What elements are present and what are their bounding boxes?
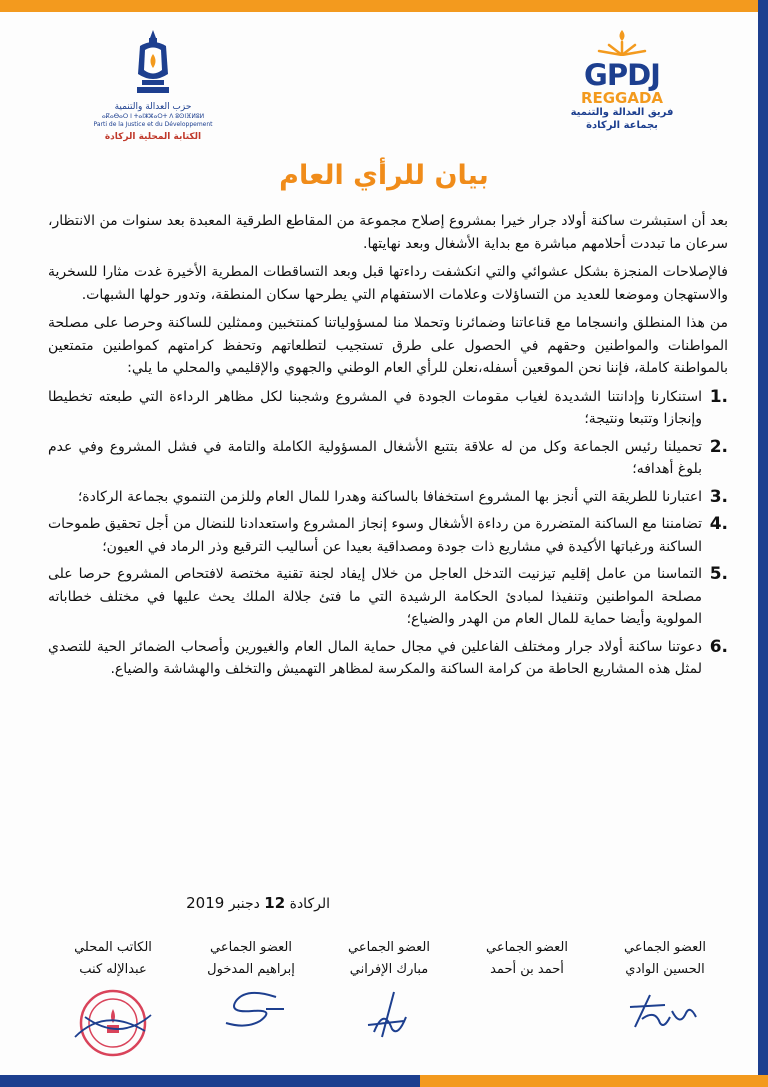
handwritten-signature	[620, 987, 710, 1037]
handwritten-signature	[206, 987, 296, 1032]
group-city: REGGADA	[580, 89, 664, 107]
flame-sun-icon	[587, 28, 657, 56]
date-city: الركادة	[289, 896, 330, 912]
item-number: 6.	[709, 636, 728, 657]
handwritten-signature	[354, 987, 424, 1042]
list-item	[48, 486, 728, 509]
item-number: 5.	[709, 564, 728, 584]
local-secretariat: الكتابة المحلية الركادة	[104, 132, 202, 142]
item-number: 1.	[709, 386, 728, 407]
item-text: التماسنا من عامل إقليم تيزنيت التدخل العاجل من خلال إيفاد لجنة تقنية مختصة لافتحاص المشروع حرصا على مصلحة المواطنين وتنفيذا لمبادئ الحكامة الرشيدة التي ما فتئ جلالة الملك يحث عليها في مختلف خطاباته المولوية وأيضا حماية للمال العام من الهدر والضياع؛	[48, 566, 702, 627]
item-number: 4.	[709, 514, 728, 534]
signatory-role: الكاتب المحلي	[74, 940, 152, 955]
group-name-line2: بجماعة الركادة	[586, 120, 658, 131]
demands-list	[48, 386, 728, 681]
item-text: تضامننا مع الساكنة المتضررة من رداءة الأشغال وسوء إنجاز المشروع واستعدادنا للنضال من أجل تحقيق طموحات الساكنة ورغباتها الأكيدة في مشاريع ذات جودة ومصداقية بعيدا عن أساليب الترقيع وذر الرماد في العيون؛	[48, 516, 702, 555]
item-text: استنكارنا وإدانتنا الشديدة لغياب مقومات الجودة في المشروع وشجبنا لكل مظاهر الرداءة التي طبعته تخطيطا وإنجازا وتتبعا ونتيجة؛	[48, 388, 702, 427]
signatory-role: العضو الجماعي	[348, 940, 430, 955]
signatory-name: إبراهيم المدخول	[207, 962, 295, 977]
signatory	[472, 937, 582, 981]
signatory-role: العضو الجماعي	[624, 940, 706, 955]
item-text: اعتبارنا للطريقة التي أنجز بها المشروع استخفافا بالساكنة وهدرا للمال العام وللزمن التنموي بجماعة الركادة؛	[77, 488, 702, 505]
signatory-name: مبارك الإفراني	[349, 962, 429, 977]
top-border	[0, 0, 768, 12]
paragraph: فالإصلاحات المنجزة بشكل عشوائي والتي انكشفت رداءتها قبل وبعد التساقطات المطرية الأخيرة غدت مثارا للسخرية والاستهجان وموضعا للعديد من التساؤلات وعلامات الاستفهام التي يطرحها سكان المنطقة، وتدور حولها الشبهات.	[48, 264, 728, 303]
item-number: 3.	[709, 486, 728, 507]
list-item	[48, 436, 728, 481]
signatory	[58, 937, 168, 1057]
paragraph: من هذا المنطلق وانسجاما مع قناعاتنا وضمائرنا وتحملا منا لمسؤولياتنا كمنتخبين وممثلين للساكنة وحرصا على مصلحة المواطنات والمواطنين وحقهم في الحصول على طرق تستجيب لتطلعاتهم وتحفظ كرامتهم كمواطنين متمتعين بالمواطنة كاملة، فإننا نحن الموقعين أسفله،نعلن للرأي العام الوطني والجهوي والإقليمي والمحلي ما يلي:	[48, 315, 728, 376]
party-name-french: Parti de la Justice et du Développement	[93, 121, 213, 128]
date-day: 12	[264, 894, 286, 912]
group-logo	[566, 28, 678, 153]
list-item	[48, 513, 728, 558]
list-item	[48, 636, 728, 681]
party-name-arabic: حزب العدالة والتنمية	[114, 102, 192, 112]
party-name-tifinagh: ⴰⴽⴰⴱⴰⵔ ⵏ ⵜⴰⵏⵣⵣⴰⵔⵜ ⴷ ⵓⵙⵏⴼⵍⵓⵍ	[101, 113, 205, 120]
signatory-name: عبدالإله كنب	[79, 962, 147, 977]
statement-body	[48, 210, 728, 686]
date-line	[60, 894, 330, 912]
signatory-role: العضو الجماعي	[486, 940, 568, 955]
date-month: دجنبر	[228, 896, 260, 912]
signatory	[334, 937, 444, 1042]
item-text: تحميلنا رئيس الجماعة وكل من له علاقة بتتبع الأشغال المسؤولية الكاملة والتامة في فشل المشروع وفي عدم بلوغ أهدافه؛	[48, 438, 702, 477]
signatory-name: الحسين الوادي	[625, 962, 705, 977]
list-item	[48, 386, 728, 431]
party-logo	[88, 28, 218, 168]
bottom-border-accent	[0, 1075, 420, 1087]
item-text: دعوتنا ساكنة أولاد جرار ومختلف الفاعلين في مجال حماية المال العام والغيورين وأصحاب الضمائر الحية للتصدي لمثل هذه المشاريع الحاطة من كرامة الساكنة والمكرسة لمظاهر التهميش والتخلف والهشاشة والضياع.	[48, 638, 702, 677]
signatory-role: العضو الجماعي	[210, 940, 292, 955]
page-title: بيان للرأي العام	[279, 160, 489, 191]
signatures-block	[40, 937, 720, 1067]
item-number: 2.	[709, 436, 728, 457]
signatory	[610, 937, 720, 1037]
list-item	[48, 563, 728, 631]
signatory	[196, 937, 306, 1032]
paragraph: بعد أن استبشرت ساكنة أولاد جرار خيرا بمشروع إصلاح مجموعة من المقاطع الطرقية المعبدة بعد سنوات من الانتظار، سرعان ما تبددت أحلامهم مباشرة مع بداية الأشغال وبعد نهايتها.	[48, 213, 728, 252]
official-stamp-icon	[65, 987, 161, 1057]
date-year: 2019	[186, 894, 225, 912]
signatory-name: أحمد بن أحمد	[490, 962, 564, 977]
lantern-icon	[128, 28, 178, 100]
group-acronym: GPDJ	[584, 58, 660, 92]
group-name-line1: فريق العدالة والتنمية	[570, 107, 674, 118]
